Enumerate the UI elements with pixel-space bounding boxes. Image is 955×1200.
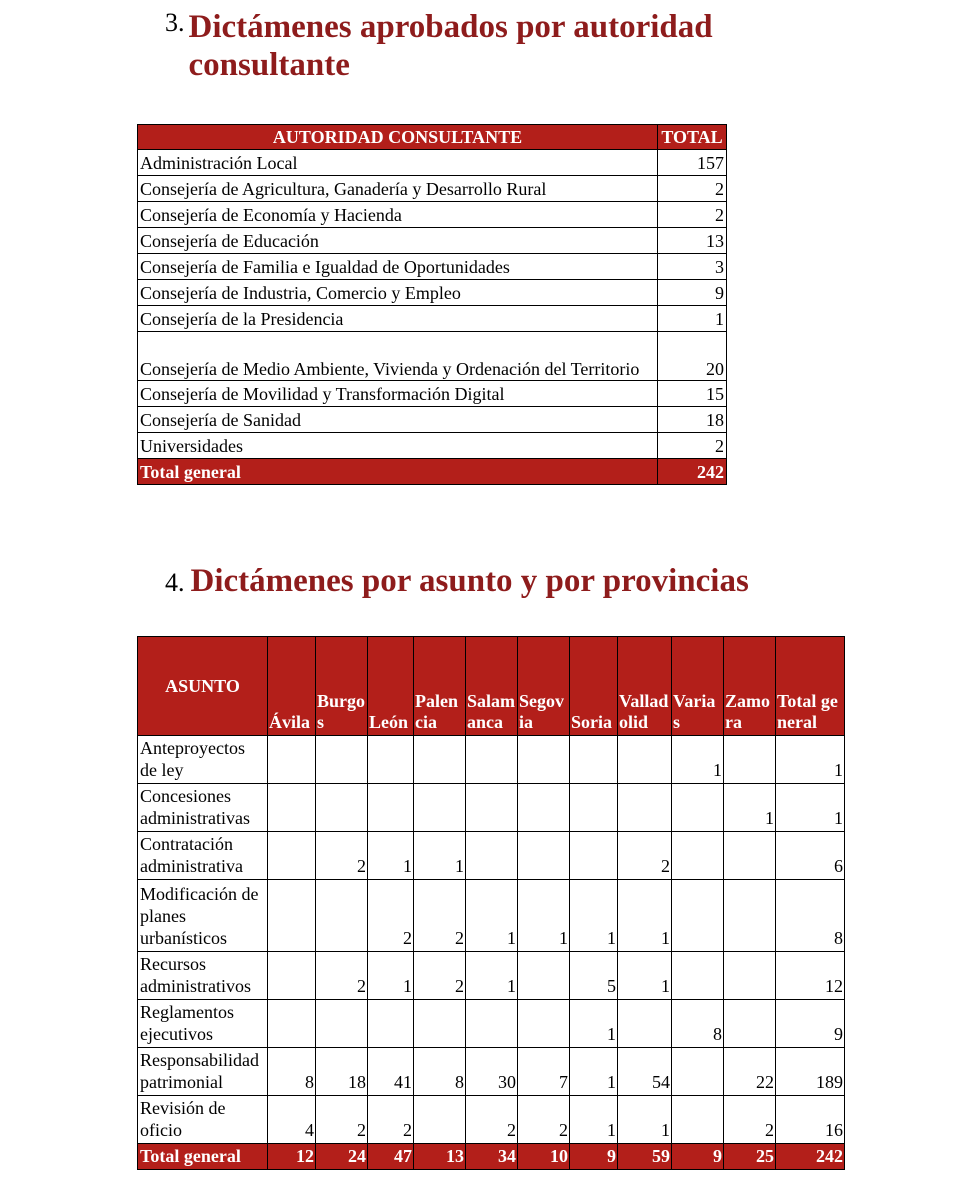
column-header: Varias: [672, 637, 724, 736]
table-row: [138, 1048, 845, 1096]
table-cell: [672, 1096, 724, 1144]
header-total: TOTAL: [658, 125, 727, 150]
table-cell: [368, 1000, 414, 1048]
table-cell: [268, 1000, 316, 1048]
table-row: [138, 381, 727, 407]
table-cell: 12: [776, 952, 845, 1000]
table-cell: 1: [776, 784, 845, 832]
table-row: [138, 306, 727, 332]
table-row: [138, 952, 845, 1000]
table-cell: [316, 784, 368, 832]
table-cell: 8: [268, 1048, 316, 1096]
table-row: [138, 832, 845, 880]
table-cell: 1: [724, 784, 776, 832]
table-cell: [724, 952, 776, 1000]
column-header: León: [368, 637, 414, 736]
row-label: Consejería de Economía y Hacienda: [138, 202, 658, 228]
row-label: Anteproyectos de ley: [138, 736, 268, 784]
table-cell: [570, 736, 618, 784]
row-label: Responsabilidad patrimonial: [138, 1048, 268, 1096]
table-cell: 2: [316, 952, 368, 1000]
table-cell: [618, 1000, 672, 1048]
table-cell: [414, 1000, 466, 1048]
table-row: [138, 332, 727, 381]
total-cell: 242: [776, 1144, 845, 1170]
row-total: 18: [658, 407, 727, 433]
table-cell: [414, 784, 466, 832]
section-4-number: 4.: [165, 568, 185, 597]
table-cell: [414, 1096, 466, 1144]
table-cell: 1: [618, 952, 672, 1000]
row-label: Consejería de Sanidad: [138, 407, 658, 433]
row-label: Administración Local: [138, 150, 658, 176]
table-cell: 2: [414, 952, 466, 1000]
table-cell: [414, 736, 466, 784]
total-cell: 24: [316, 1144, 368, 1170]
table-cell: 1: [672, 736, 724, 784]
table-cell: [724, 1000, 776, 1048]
table-cell: 2: [316, 1096, 368, 1144]
table-cell: 7: [518, 1048, 570, 1096]
table-row: [138, 280, 727, 306]
table-row: [138, 228, 727, 254]
table-cell: [466, 832, 518, 880]
table-cell: 1: [368, 832, 414, 880]
table-row: [138, 736, 845, 784]
table-row: [138, 150, 727, 176]
row-total: 2: [658, 176, 727, 202]
table-row: [138, 784, 845, 832]
row-label: Revisión de oficio: [138, 1096, 268, 1144]
table-cell: [518, 952, 570, 1000]
table-cell: [268, 736, 316, 784]
table-cell: 1: [466, 952, 518, 1000]
table-cell: [672, 880, 724, 952]
total-label: Total general: [138, 459, 658, 485]
table-row: [138, 254, 727, 280]
table-cell: 189: [776, 1048, 845, 1096]
total-cell: 47: [368, 1144, 414, 1170]
row-label: Consejería de la Presidencia: [138, 306, 658, 332]
table-cell: [368, 736, 414, 784]
asunto-provincias-table: [137, 636, 845, 1170]
table-cell: [466, 1000, 518, 1048]
table-cell: [724, 880, 776, 952]
row-total: 1: [658, 306, 727, 332]
table-cell: 54: [618, 1048, 672, 1096]
table-cell: 4: [268, 1096, 316, 1144]
table-cell: [316, 736, 368, 784]
table-cell: 8: [776, 880, 845, 952]
total-cell: 9: [570, 1144, 618, 1170]
section-4-title: Dictámenes por asunto y por provincias: [190, 563, 749, 599]
table-cell: 1: [518, 880, 570, 952]
table-cell: 30: [466, 1048, 518, 1096]
table-cell: [570, 784, 618, 832]
row-label: Consejería de Familia e Igualdad de Oportunidades: [138, 254, 658, 280]
row-total: 2: [658, 202, 727, 228]
table-cell: 1: [618, 1096, 672, 1144]
table-cell: [268, 832, 316, 880]
table-cell: 2: [618, 832, 672, 880]
table-cell: 6: [776, 832, 845, 880]
table-cell: [672, 952, 724, 1000]
table-cell: [672, 832, 724, 880]
row-total: 3: [658, 254, 727, 280]
table-cell: 2: [414, 880, 466, 952]
column-header: Segovia: [518, 637, 570, 736]
table-cell: [724, 736, 776, 784]
row-total: 20: [658, 332, 727, 381]
table-cell: 1: [368, 952, 414, 1000]
row-label: Recursos administrativos: [138, 952, 268, 1000]
row-label: Universidades: [138, 433, 658, 459]
table-cell: 1: [618, 880, 672, 952]
total-cell: 12: [268, 1144, 316, 1170]
total-cell: 59: [618, 1144, 672, 1170]
table-cell: [518, 832, 570, 880]
table-row: [138, 176, 727, 202]
table-cell: 2: [466, 1096, 518, 1144]
column-header: Soria: [570, 637, 618, 736]
table-row: [138, 407, 727, 433]
table-cell: 8: [672, 1000, 724, 1048]
table-row: [138, 880, 845, 952]
table-cell: 5: [570, 952, 618, 1000]
table-cell: 22: [724, 1048, 776, 1096]
total-cell: 9: [672, 1144, 724, 1170]
table-cell: [672, 1048, 724, 1096]
section-3-number: 3.: [165, 8, 185, 37]
table-header-row: [138, 637, 845, 736]
table-row: [138, 433, 727, 459]
column-header: Salamanca: [466, 637, 518, 736]
table-cell: 9: [776, 1000, 845, 1048]
row-label: Consejería de Agricultura, Ganadería y Desarrollo Rural: [138, 176, 658, 202]
table-header-row: [138, 125, 727, 150]
table-cell: 1: [570, 1096, 618, 1144]
row-label: Reglamentos ejecutivos: [138, 1000, 268, 1048]
table-cell: [316, 880, 368, 952]
table-cell: 2: [368, 880, 414, 952]
total-value: 242: [658, 459, 727, 485]
row-total: 157: [658, 150, 727, 176]
autoridad-consultante-table: [137, 124, 727, 485]
total-cell: 25: [724, 1144, 776, 1170]
total-row: [138, 1144, 845, 1170]
table-row: [138, 202, 727, 228]
table-cell: [518, 784, 570, 832]
table-cell: 2: [316, 832, 368, 880]
column-header: Ávila: [268, 637, 316, 736]
section-3-title: Dictámenes aprobados por autoridad consultante: [188, 9, 713, 83]
section-4-heading: [165, 562, 749, 600]
table-cell: [672, 784, 724, 832]
row-label: Consejería de Medio Ambiente, Vivienda y Ordenación del Territorio: [138, 332, 658, 381]
section-3-heading: [165, 8, 805, 84]
header-asunto: ASUNTO: [138, 637, 268, 736]
table-cell: [268, 952, 316, 1000]
row-label: Concesiones administrativas: [138, 784, 268, 832]
row-label: Contratación administrativa: [138, 832, 268, 880]
table-cell: [618, 736, 672, 784]
table-cell: 2: [368, 1096, 414, 1144]
row-total: 2: [658, 433, 727, 459]
row-total: 9: [658, 280, 727, 306]
column-header: Zamora: [724, 637, 776, 736]
table-cell: [268, 880, 316, 952]
row-label: Consejería de Educación: [138, 228, 658, 254]
table-cell: 1: [570, 1000, 618, 1048]
table-cell: 2: [724, 1096, 776, 1144]
table-cell: 1: [466, 880, 518, 952]
row-label: Consejería de Industria, Comercio y Empleo: [138, 280, 658, 306]
table-row: [138, 1000, 845, 1048]
table-cell: [466, 736, 518, 784]
table-cell: 18: [316, 1048, 368, 1096]
table-cell: 1: [570, 880, 618, 952]
table-cell: 1: [570, 1048, 618, 1096]
total-row: [138, 459, 727, 485]
table-cell: [316, 1000, 368, 1048]
table-cell: [368, 784, 414, 832]
column-header: Total general: [776, 637, 845, 736]
header-autoridad: AUTORIDAD CONSULTANTE: [138, 125, 658, 150]
total-cell: 34: [466, 1144, 518, 1170]
table-cell: [466, 784, 518, 832]
table-cell: [618, 784, 672, 832]
table-cell: 1: [776, 736, 845, 784]
table-cell: [518, 736, 570, 784]
table-cell: 16: [776, 1096, 845, 1144]
table-cell: [724, 832, 776, 880]
column-header: Valladolid: [618, 637, 672, 736]
table-row: [138, 1096, 845, 1144]
row-label: Consejería de Movilidad y Transformación Digital: [138, 381, 658, 407]
table-cell: 41: [368, 1048, 414, 1096]
table-cell: [268, 784, 316, 832]
table-cell: 8: [414, 1048, 466, 1096]
row-total: 13: [658, 228, 727, 254]
row-total: 15: [658, 381, 727, 407]
total-cell: 13: [414, 1144, 466, 1170]
table-cell: [570, 832, 618, 880]
total-label: Total general: [138, 1144, 268, 1170]
total-cell: 10: [518, 1144, 570, 1170]
column-header: Burgos: [316, 637, 368, 736]
table-cell: 1: [414, 832, 466, 880]
column-header: Palencia: [414, 637, 466, 736]
row-label: Modificación de planes urbanísticos: [138, 880, 268, 952]
table-cell: 2: [518, 1096, 570, 1144]
table-cell: [518, 1000, 570, 1048]
